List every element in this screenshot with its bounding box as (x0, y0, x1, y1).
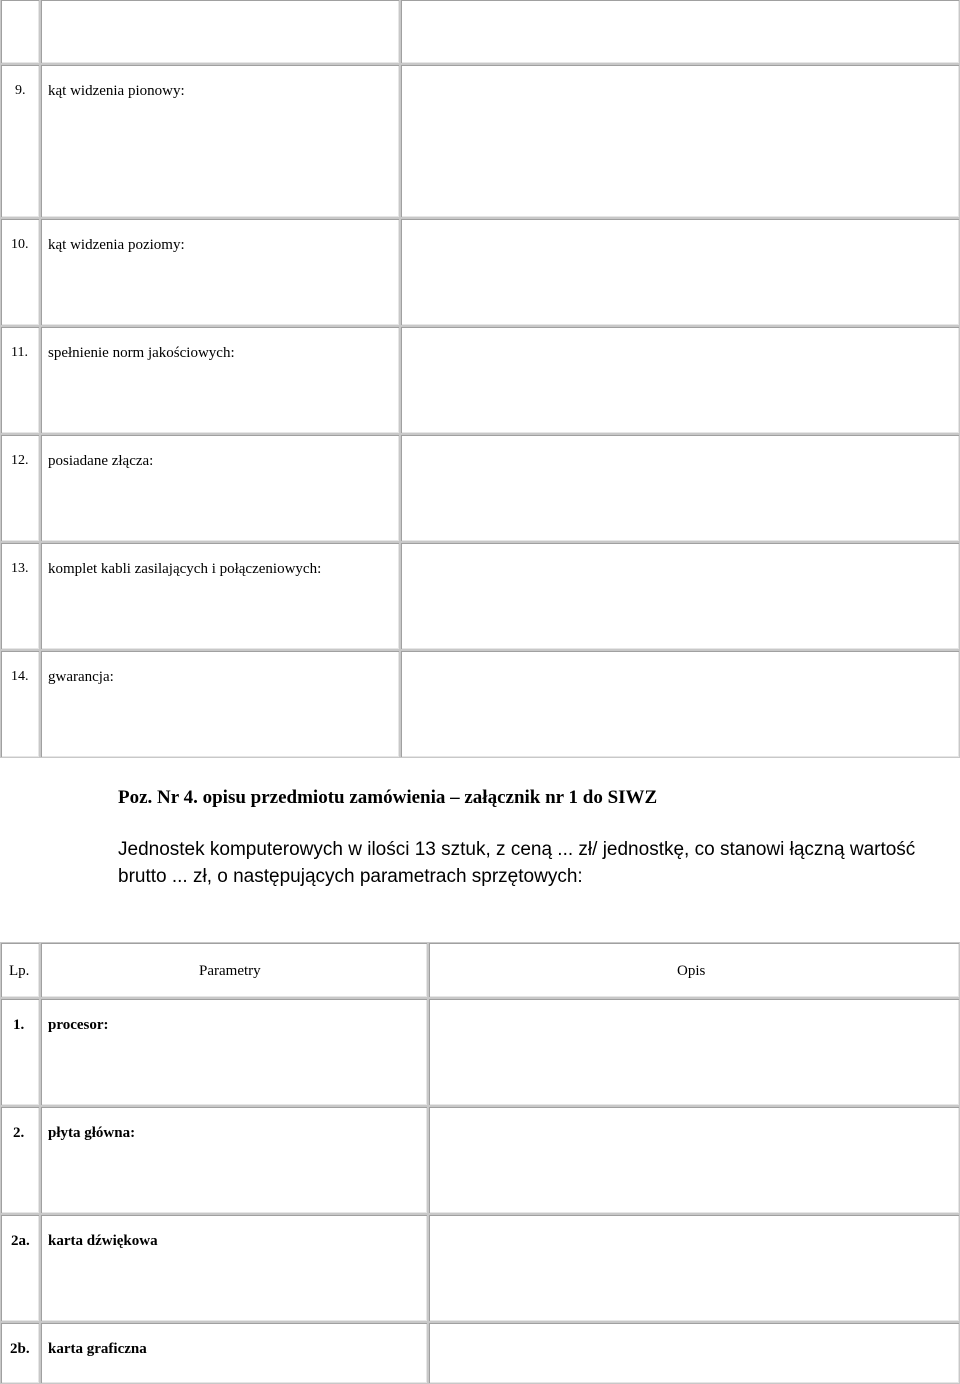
header-cell-params (40, 942, 428, 998)
parameter-label: kąt widzenia pionowy: (48, 83, 185, 99)
row-number: 13. (11, 561, 29, 576)
parameter-label: komplet kabli zasilających i połączeniowych: (48, 561, 322, 577)
header-params: Parametry (199, 963, 261, 979)
description-cell[interactable] (400, 64, 960, 218)
description-cell[interactable] (400, 326, 960, 434)
description-cell[interactable] (400, 218, 960, 326)
header-cell-desc (428, 942, 960, 998)
parameter-cell (40, 218, 400, 326)
parameter-cell (40, 1106, 428, 1214)
description-cell[interactable] (428, 1106, 960, 1214)
header-cell-lp (0, 942, 40, 998)
parameter-cell (40, 1214, 428, 1322)
number-cell (0, 998, 40, 1106)
parameter-label: karta graficzna (48, 1341, 147, 1357)
description-cell[interactable] (400, 650, 960, 758)
section-paragraph: Jednostek komputerowych w ilości 13 sztuk, z ceną ... zł/ jednostkę, co stanowi łączną wartość brutto ... zł, o następujących parametrach sprzętowych: (118, 839, 916, 887)
row-number: 1. (13, 1017, 25, 1033)
parameter-cell (40, 0, 400, 64)
description-cell[interactable] (400, 0, 960, 64)
parameter-label: spełnienie norm jakościowych: (48, 345, 235, 361)
description-cell[interactable] (400, 542, 960, 650)
description-cell[interactable] (428, 1322, 960, 1384)
parameter-label: posiadane złącza: (48, 453, 154, 469)
number-cell (0, 0, 40, 64)
number-cell (0, 542, 40, 650)
parameter-label: płyta główna: (48, 1125, 136, 1141)
row-number: 14. (11, 669, 29, 684)
row-number: 10. (11, 237, 29, 252)
parameter-cell (40, 434, 400, 542)
parameter-label: kąt widzenia poziomy: (48, 237, 185, 253)
row-number: 11. (11, 345, 28, 360)
number-cell (0, 650, 40, 758)
number-cell (0, 1106, 40, 1214)
parameter-cell (40, 326, 400, 434)
description-cell[interactable] (400, 434, 960, 542)
header-desc: Opis (677, 963, 706, 979)
row-number: 2b. (10, 1341, 30, 1357)
row-number: 2a. (11, 1233, 30, 1249)
number-cell (0, 326, 40, 434)
description-cell[interactable] (428, 1214, 960, 1322)
parameter-label: karta dźwiękowa (48, 1233, 158, 1249)
parameter-label: gwarancja: (48, 669, 114, 685)
number-cell (0, 218, 40, 326)
parameter-cell (40, 998, 428, 1106)
parameter-cell (40, 1322, 428, 1384)
row-number: 9. (15, 83, 26, 98)
parameter-cell (40, 650, 400, 758)
number-cell (0, 1322, 40, 1384)
parameter-cell (40, 64, 400, 218)
number-cell (0, 1214, 40, 1322)
section-heading: Poz. Nr 4. opisu przedmiotu zamówienia – załącznik nr 1 do SIWZ (118, 787, 658, 808)
header-lp: Lp. (9, 963, 30, 979)
row-number: 2. (13, 1125, 25, 1141)
row-number: 12. (11, 453, 29, 468)
parameter-cell (40, 542, 400, 650)
number-cell (0, 64, 40, 218)
description-cell[interactable] (428, 998, 960, 1106)
parameter-label: procesor: (48, 1017, 109, 1033)
number-cell (0, 434, 40, 542)
